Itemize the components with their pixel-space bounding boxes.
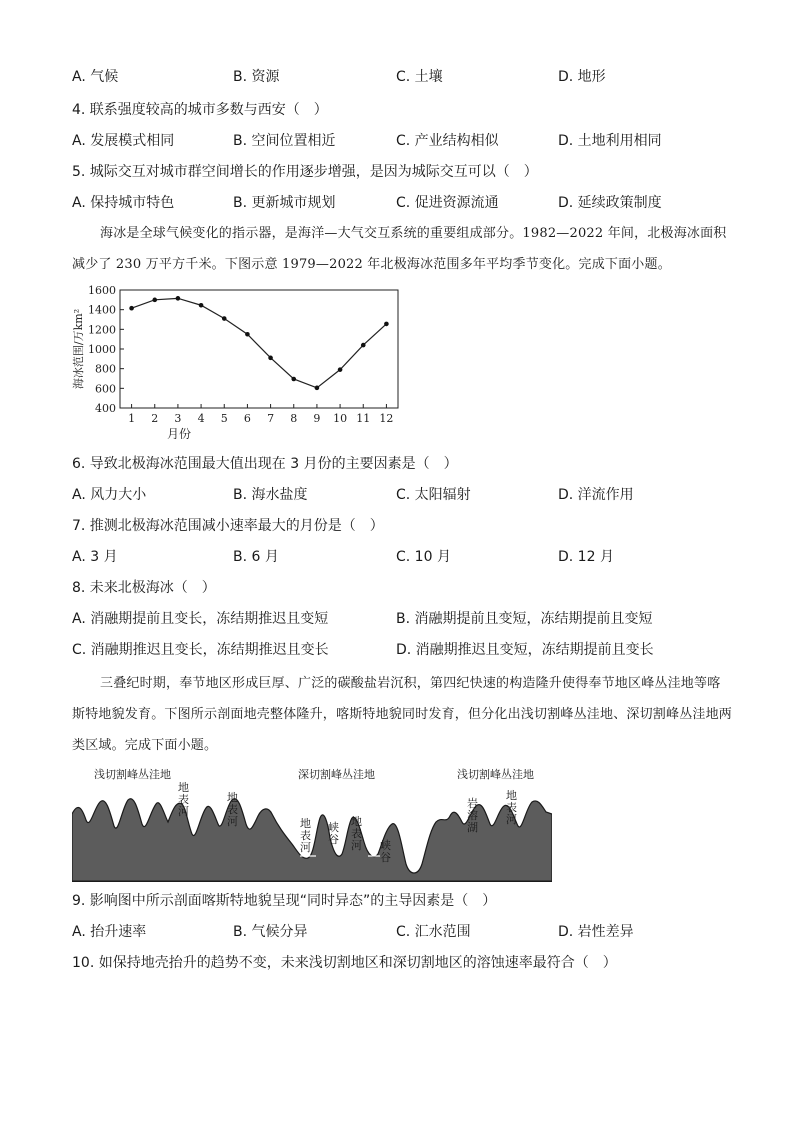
data-point (268, 356, 273, 361)
bedrock-profile (72, 799, 552, 882)
label-region-left: 浅切割峰丛洼地 (94, 768, 171, 781)
y-tick-label: 600 (95, 382, 116, 396)
data-point (222, 316, 227, 321)
label-region-right: 浅切割峰丛洼地 (457, 768, 534, 781)
x-tick-label: 4 (197, 412, 205, 425)
x-tick-label: 11 (356, 412, 371, 425)
q3-option-b: B. 资源 (233, 69, 280, 85)
data-point (129, 306, 134, 311)
q7-option-a: A. 3 月 (72, 549, 118, 565)
x-tick-label: 9 (313, 412, 321, 425)
x-tick-label: 7 (267, 412, 275, 425)
q9-option-d: D. 岩性差异 (558, 924, 634, 940)
q4-option-d: D. 土地利用相同 (558, 133, 662, 149)
q9-option-c: C. 汇水范围 (396, 924, 471, 940)
q9-stem: 9. 影响图中所示剖面喀斯特地貌呈现“同时异态”的主导因素是（ ） (72, 893, 497, 909)
q5-stem: 5. 城际交互对城市群空间增长的作用逐步增强，是因为城际交互可以（ ） (72, 164, 538, 180)
q8-stem: 8. 未来北极海冰（ ） (72, 580, 216, 596)
y-tick-label: 1600 (88, 284, 116, 297)
q3-option-a: A. 气候 (72, 69, 119, 85)
label-surface-river-1: 地表河 (178, 781, 189, 818)
y-tick-label: 800 (95, 362, 116, 376)
q8-option-c: C. 消融期推迟且变长，冻结期推迟且变长 (72, 642, 329, 658)
series-line (132, 298, 387, 387)
x-tick-label: 12 (379, 412, 394, 425)
y-axis-label: 海冰范围/万km² (72, 308, 85, 390)
data-point (338, 367, 343, 372)
data-point (315, 386, 320, 391)
q9-option-a: A. 抬升速率 (72, 924, 147, 940)
q6-option-c: C. 太阳辐射 (396, 487, 471, 503)
q6-option-b: B. 海水盐度 (233, 487, 308, 503)
y-tick-label: 1000 (88, 343, 116, 356)
q6-option-a: A. 风力大小 (72, 487, 147, 503)
karst-profile-diagram (72, 764, 552, 882)
label-region-mid: 深切割峰丛洼地 (298, 768, 375, 781)
q7-option-c: C. 10 月 (396, 549, 451, 565)
q4-stem: 4. 联系强度较高的城市多数与西安（ ） (72, 102, 328, 118)
q3-option-d: D. 地形 (558, 69, 606, 85)
q8-option-a: A. 消融期提前且变长，冻结期推迟且变短 (72, 611, 329, 627)
label-surface-river-5: 地表河 (506, 789, 517, 826)
q8-option-d: D. 消融期推迟且变短，冻结期提前且变长 (396, 642, 654, 658)
q5-option-d: D. 延续政策制度 (558, 195, 662, 211)
x-tick-label: 10 (333, 412, 348, 425)
data-point (245, 332, 250, 337)
data-point (291, 377, 296, 382)
q4-option-b: B. 空间位置相近 (233, 133, 336, 149)
x-tick-label: 8 (290, 412, 298, 425)
label-gorge-2: 峡谷 (380, 839, 391, 864)
data-point (361, 343, 366, 348)
passage-karst: 三叠纪时期，奉节地区形成巨厚、广泛的碳酸盐岩沉积，第四纪快速的构造隆升使得奉节地区峰丛洼地等喀斯特地貌发育。下图所示剖面地壳整体隆升，喀斯特地貌同时发育，但分化出浅切割峰丛洼地、深切割峰丛洼地两类区域。完成下面小题。 (72, 676, 733, 753)
x-tick-label: 1 (128, 412, 136, 425)
q9-option-b: B. 气候分异 (233, 924, 308, 940)
q7-option-d: D. 12 月 (558, 549, 614, 565)
label-karst-lake: 岩溶湖 (467, 797, 478, 834)
label-surface-river-4: 地表河 (351, 815, 362, 852)
q10-stem: 10. 如保持地壳抬升的趋势不变，未来浅切割地区和深切割地区的溶蚀速率最符合（ ） (72, 955, 617, 971)
label-surface-river-2: 地表河 (227, 791, 238, 828)
q3-option-c: C. 土壤 (396, 69, 443, 85)
x-tick-label: 3 (174, 412, 182, 425)
q4-option-a: A. 发展模式相同 (72, 133, 175, 149)
data-point (152, 298, 157, 303)
label-gorge-1: 峡谷 (328, 821, 339, 846)
data-point (384, 322, 389, 327)
y-tick-label: 1200 (88, 323, 116, 337)
sea-ice-chart (68, 280, 408, 445)
q7-option-b: B. 6 月 (233, 549, 279, 565)
q8-option-b: B. 消融期提前且变短，冻结期提前且变短 (396, 611, 653, 627)
x-tick-label: 6 (243, 412, 251, 425)
q5-option-c: C. 促进资源流通 (396, 195, 499, 211)
y-tick-label: 1400 (88, 303, 116, 317)
label-surface-river-3: 地表河 (300, 817, 311, 854)
q6-stem: 6. 导致北极海冰范围最大值出现在 3 月份的主要因素是（ ） (72, 456, 458, 472)
q6-option-d: D. 洋流作用 (558, 487, 634, 503)
x-tick-label: 2 (151, 412, 159, 425)
q7-stem: 7. 推测北极海冰范围减小速率最大的月份是（ ） (72, 518, 384, 534)
data-point (176, 296, 181, 301)
q5-option-a: A. 保持城市特色 (72, 195, 175, 211)
q4-option-c: C. 产业结构相似 (396, 133, 499, 149)
passage-sea-ice: 海冰是全球气候变化的指示器，是海洋—大气交互系统的重要组成部分。1982—2022 年间，北极海冰面积减少了 230 万平方千米。下图示意 1979—2022 年北极海冰范围多年平均季节变化。完成下面小题。 (72, 226, 727, 272)
plot-frame (120, 290, 398, 408)
y-tick-label: 400 (95, 402, 116, 415)
data-point (199, 303, 204, 308)
x-tick-label: 5 (220, 412, 228, 425)
q5-option-b: B. 更新城市规划 (233, 195, 336, 211)
x-axis-label: 月份 (166, 427, 192, 441)
